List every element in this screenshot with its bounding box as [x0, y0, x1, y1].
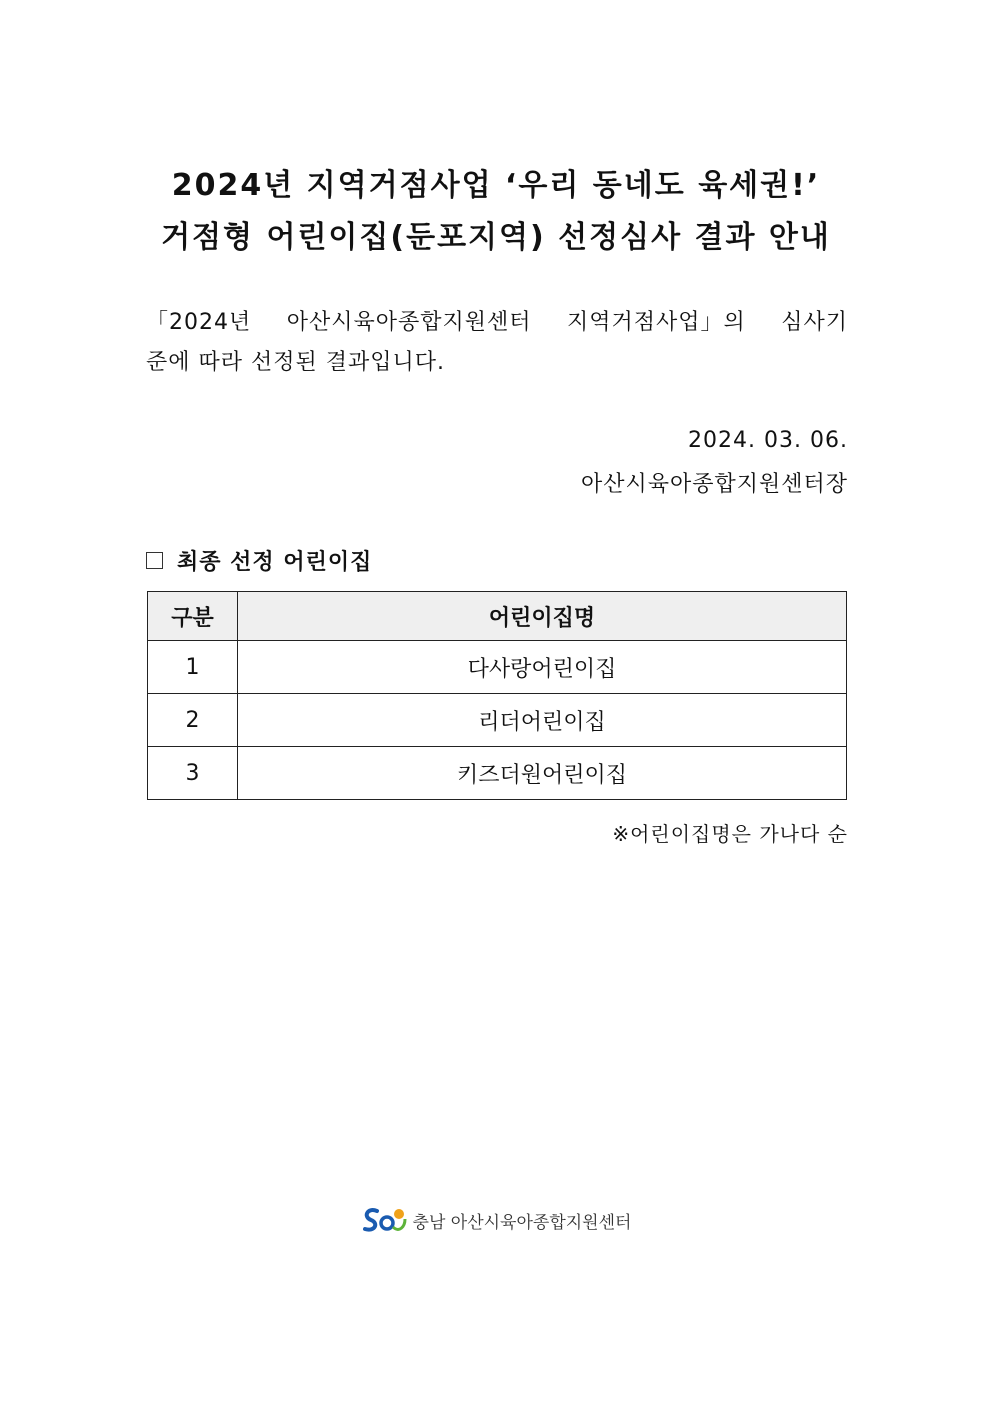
intro-line2: 준에 따라 선정된 결과입니다.	[146, 350, 445, 375]
center-logo-icon	[361, 1205, 407, 1235]
intro-word: 「2024년	[146, 310, 252, 335]
document-title-line2: 거점형 어린이집(둔포지역) 선정심사 결과 안내	[161, 220, 831, 255]
table-header-row	[148, 592, 847, 641]
intro-word: 심사기	[781, 310, 848, 335]
section-heading	[146, 545, 372, 576]
table-row	[148, 694, 847, 747]
row-number: 2	[148, 694, 238, 747]
header-category: 구분	[148, 592, 238, 641]
daycare-name: 리더어린이집	[238, 694, 847, 747]
sort-note: ※어린이집명은 가나다 순	[612, 822, 848, 846]
header-daycare-name: 어린이집명	[238, 592, 847, 641]
document-date: 2024. 03. 06.	[688, 428, 848, 453]
section-heading-text: 최종 선정 어린이집	[177, 550, 373, 575]
footer-org-name: 충남 아산시육아종합지원센터	[412, 1212, 632, 1233]
footer	[0, 1205, 992, 1235]
checkbox-icon	[146, 552, 163, 569]
daycare-name: 키즈더원어린이집	[238, 747, 847, 800]
table-row	[148, 641, 847, 694]
document-title-line1: 2024년 지역거점사업 ‘우리 동네도 육세권!’	[171, 168, 821, 203]
signatory: 아산시육아종합지원센터장	[580, 472, 848, 497]
intro-word: 지역거점사업」의	[566, 310, 746, 335]
table-row	[148, 747, 847, 800]
results-table	[147, 591, 847, 800]
intro-line1	[146, 305, 848, 336]
daycare-name: 다사랑어린이집	[238, 641, 847, 694]
row-number: 3	[148, 747, 238, 800]
row-number: 1	[148, 641, 238, 694]
intro-word: 아산시육아종합지원센터	[286, 310, 532, 335]
